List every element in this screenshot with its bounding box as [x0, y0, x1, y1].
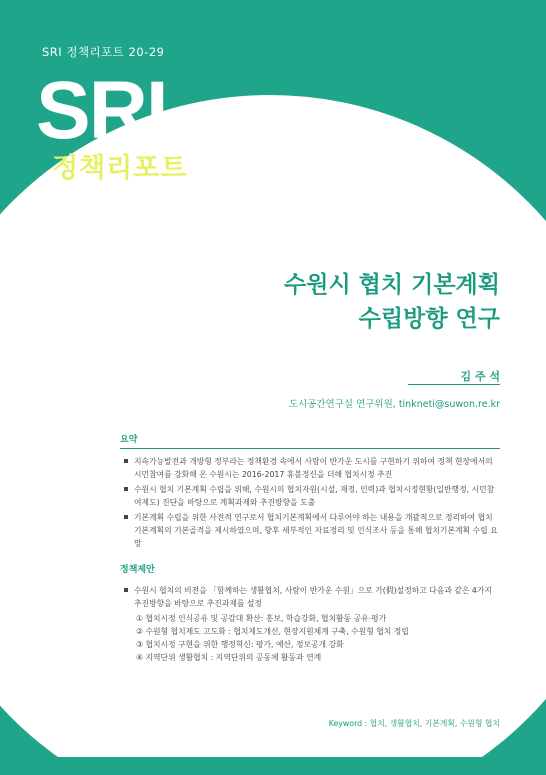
brand-logo: SRI: [36, 65, 167, 156]
proposal-subitems: [120, 612, 500, 664]
list-item: ③ 협치시정 구현을 위한 행정혁신: 평가, 예산, 정보공개 강화: [136, 640, 344, 649]
bottom-band: [0, 757, 546, 775]
brand-subtitle: 정책리포트: [52, 153, 188, 184]
list-item: ④ 지역단위 생활협치 : 지역단위의 공동체 활동과 연계: [136, 653, 322, 662]
list-item: ① 협치시정 인식공유 및 공감대 확산: 홍보, 학습강화, 협치활동 공유·평가: [136, 614, 387, 623]
keyword-line: Keyword : 협치, 생활협치, 기본계획, 수원형 협치: [328, 719, 500, 728]
bullet-icon: [124, 459, 128, 463]
title-line-1: 수원시 협치 기본계획: [284, 272, 500, 298]
bullet-icon: [124, 588, 128, 592]
list-item: 지속가능발전과 개방형 정부라는 정책환경 속에서 사람이 반가운 도시를 구현하기 위하여 정책 현장에서의 시민참여를 강화해 온 수원시는 2016-2017 휴볼정신을 더해 협치시정 추진: [120, 455, 500, 481]
list-item: 수원시 협치의 비전을 「함께하는 생활협치, 사람이 반가운 수원」으로 가(假)설정하고 다음과 같은 4가지 추진방향을 바탕으로 추진과제를 설정: [120, 584, 500, 610]
list-item: ② 수원형 협치제도 고도화 : 협치제도개선, 현장지원체계 구축, 수원형 협치 정립: [136, 627, 409, 636]
summary-heading: 요약: [120, 432, 500, 449]
list-item: 수원시 협치 기본계획 수립을 위해, 수원시의 협치자원(시설, 재정, 인력)과 협치시정현황(일반행정, 시민참여제도) 진단을 바탕으로 계획과제와 추진방향을 도출: [120, 483, 500, 509]
summary-list: [120, 455, 500, 550]
author-name: 김 주 석: [460, 370, 500, 383]
series-label: SRI 정책리포트 20-29: [42, 45, 165, 59]
proposal-heading: 정책제안: [120, 565, 155, 575]
proposal-list: [120, 584, 500, 610]
summary-section: [120, 432, 500, 552]
bullet-icon: [124, 487, 128, 491]
bullet-icon: [124, 515, 128, 519]
page-title: [284, 268, 500, 336]
author-affiliation: 도시공간연구실 연구위원, tinkneti@suwon.re.kr: [288, 399, 500, 410]
title-line-2: 수립방향 연구: [358, 306, 500, 332]
author-divider: [408, 384, 500, 385]
proposal-section: [120, 562, 500, 664]
list-item: 기본계획 수립을 위한 사전적 연구로서 협치기본계획에서 다루어야 하는 내용을 개괄적으로 정리하여 협치 기본계획의 기본골격을 제시하였으며, 향후 세부적인 자료정리 및 인식조사 등을 통해 협치기본계획 수립 요망: [120, 511, 500, 550]
